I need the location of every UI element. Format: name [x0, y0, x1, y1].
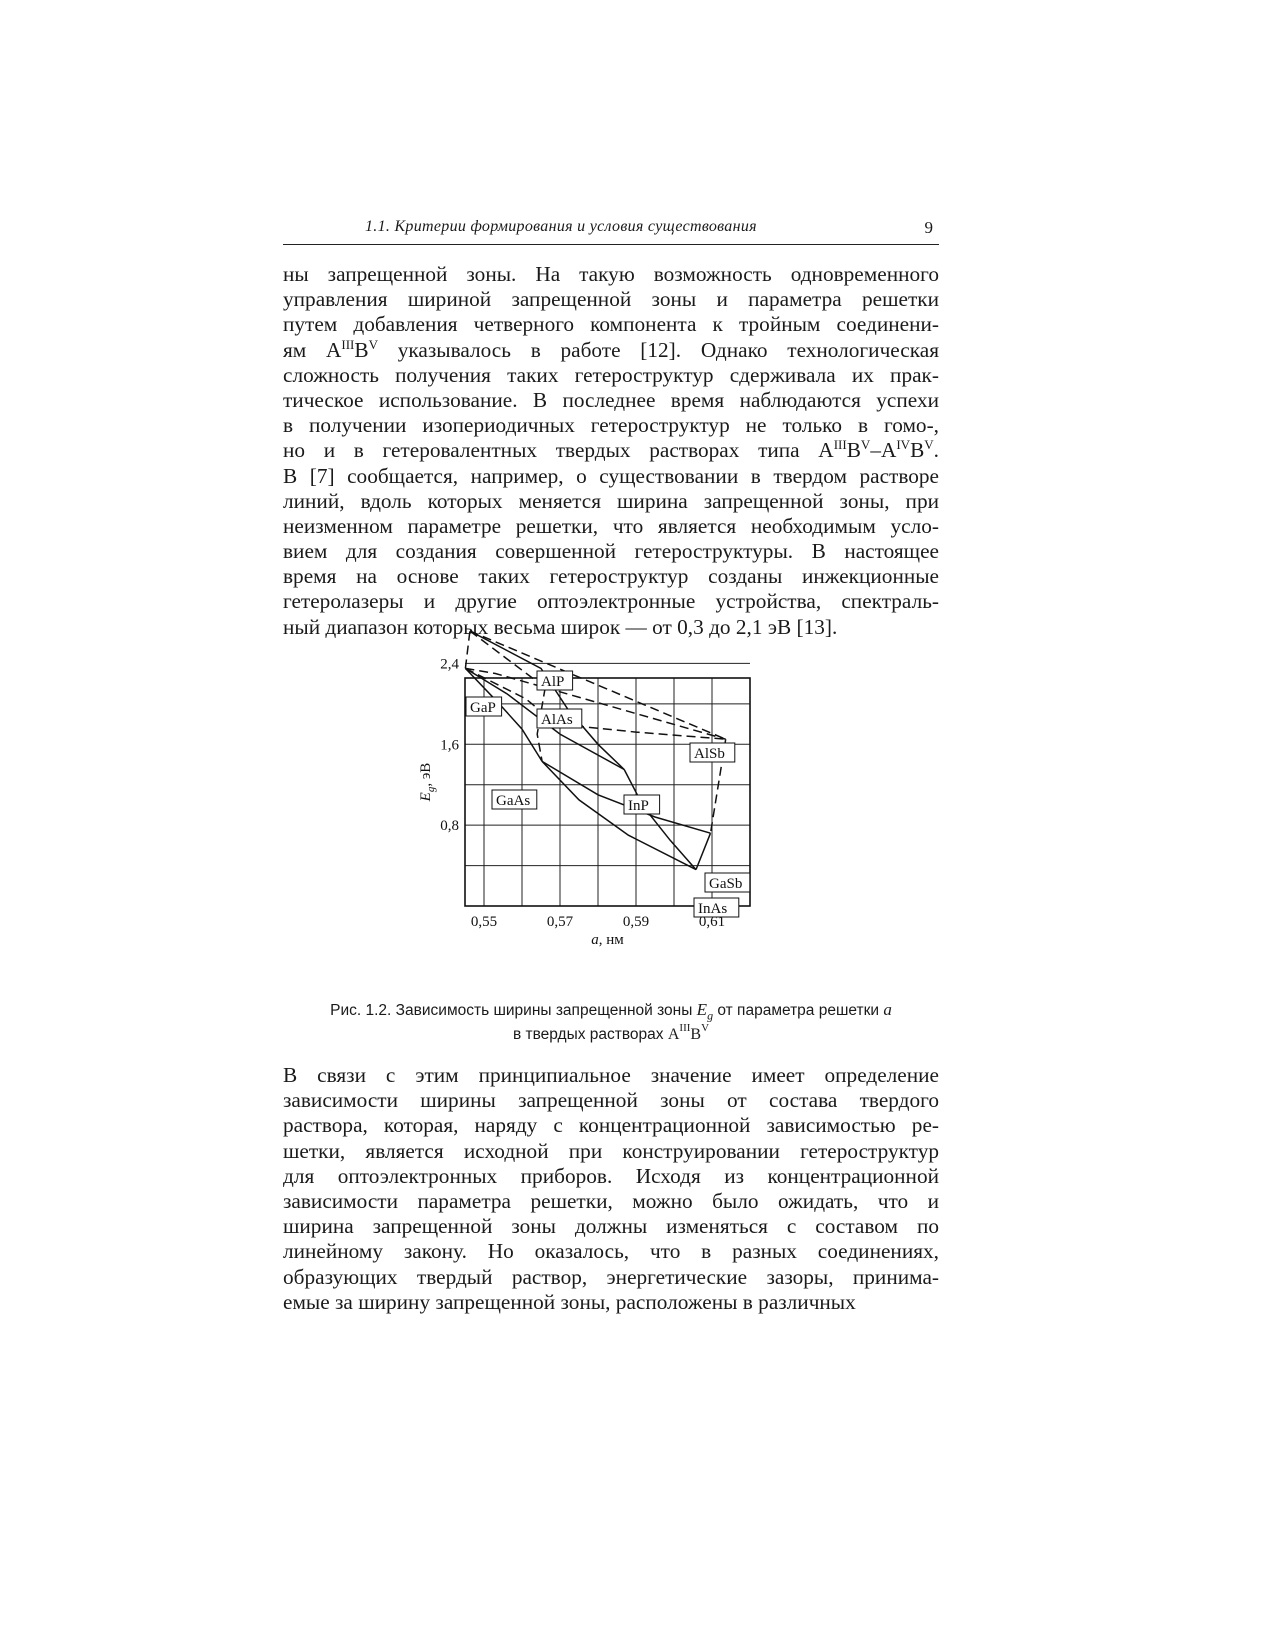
paragraph-2-line: ширина запрещенной зоны должны изменяться с составом по: [283, 1214, 939, 1239]
x-tick-label: 0,57: [546, 914, 574, 930]
y-axis-symbol: E: [418, 792, 434, 802]
paragraph-2-line: линейному закону. Но оказалось, что в разных соединениях,: [283, 1239, 939, 1264]
paragraph-1-line: ный диапазон которых весьма широк — от 0,3 до 2,1 эВ [13].: [283, 614, 838, 639]
caption-eg: [696, 1000, 714, 1023]
caption-line2-text: в твердых растворах: [512, 1026, 664, 1044]
paragraph-1-line: линий, вдоль которых меняется ширина запрещенной зоны, при: [283, 488, 939, 513]
label-alas: AlAs: [541, 712, 573, 728]
x-axis-symbol: a: [591, 932, 599, 948]
y-axis-label: [418, 763, 437, 803]
label-alp: AlP: [541, 674, 565, 690]
paragraph-2-line: В связи с этим принципиальное значение имеет определение: [283, 1063, 939, 1087]
y-tick-label: 1,6: [440, 737, 459, 754]
x-axis-label: [591, 932, 624, 948]
label-gasb: GaSb: [709, 876, 743, 892]
paragraph-1-line: ям $A^{III}B^V$ указывалось в работе [12]. Однако технологическая: [283, 336, 939, 362]
paragraph-2-line: шетки, является исходной при конструировании гетероструктур: [283, 1138, 939, 1163]
caption-middle: от параметра решетки: [717, 1002, 880, 1019]
label-inp: InP: [628, 798, 649, 814]
paragraph-2-line: зависимости параметра решетки, можно было ожидать, что и: [283, 1188, 939, 1213]
caption-a: a: [883, 1000, 892, 1019]
y-axis-sub: g: [425, 786, 437, 793]
label-gaas: GaAs: [496, 793, 531, 809]
y-axis-unit: , эВ: [418, 762, 434, 787]
caption-line-2: [283, 1022, 939, 1045]
series-gasb-inas: [696, 833, 711, 869]
x-tick-label: 0,61: [698, 914, 726, 930]
series-gaas-inas: [542, 761, 696, 869]
x-tick-label: 0,55: [470, 914, 498, 930]
y-tick-label: 0,8: [440, 818, 459, 835]
caption-line-1: [283, 1000, 939, 1025]
caption-formula: [667, 1022, 710, 1044]
x-tick-label: 0,59: [622, 914, 650, 930]
page-number: 9: [924, 218, 933, 237]
label-alsb: AlSb: [694, 746, 725, 762]
paragraph-1-line: сложность получения таких гетероструктур сдерживала их прак-: [283, 362, 939, 387]
caption-formula-sup1: III: [679, 1022, 691, 1035]
paragraph-1-line: но и в гетеровалентных твердых растворах типа $A^{III}B^V-A^{IV}B^V$.: [283, 437, 939, 463]
bandgap-chart: [420, 650, 800, 990]
paragraph-1-line: В [7] сообщается, например, о существовании в твердом растворе: [283, 463, 939, 488]
figure-1-2: [420, 650, 800, 990]
paragraph-2: [283, 1063, 939, 1315]
x-axis-unit: , нм: [598, 932, 624, 948]
caption-prefix: Рис. 1.2. Зависимость ширины запрещенной зоны: [330, 1002, 693, 1019]
label-gap: GaP: [470, 700, 496, 716]
caption-eg-sub: g: [707, 1008, 714, 1023]
paragraph-1-line: неизменном параметре решетки, что является необходимым усло-: [283, 513, 939, 538]
paragraph-1-line: управления шириной запрещенной зоны и параметра решетки: [283, 287, 939, 312]
caption-formula-a: A: [667, 1026, 680, 1044]
paragraph-1-line: вием для создания совершенной гетероструктуры. В настоящее: [283, 539, 939, 564]
running-header: [283, 216, 939, 245]
running-title: 1.1. Критерии формирования и условия существования: [365, 218, 757, 235]
paragraph-1-line: гетеролазеры и другие оптоэлектронные устройства, спектраль-: [283, 589, 939, 614]
paragraph-2-line: зависимости ширины запрещенной зоны от состава твердого: [283, 1088, 939, 1113]
paragraph-2-line: для оптоэлектронных приборов. Исходя из концентрационной: [283, 1163, 939, 1188]
figure-caption: [283, 1000, 939, 1045]
paragraph-1-line: ны запрещенной зоны. На такую возможность одновременного: [283, 262, 939, 286]
paragraph-2-line: емые за ширину запрещенной зоны, расположены в различных: [283, 1289, 856, 1314]
caption-formula-sup2: V: [701, 1022, 710, 1035]
paragraph-2-line: раствора, которая, наряду с концентрационной зависимостью ре-: [283, 1113, 939, 1138]
paragraph-2-line: образующих твердый раствор, энергетические зазоры, принима-: [283, 1264, 939, 1289]
caption-formula-b: B: [690, 1026, 702, 1044]
paragraph-1-line: время на основе таких гетероструктур созданы инжекционные: [283, 564, 939, 589]
paragraph-1-line: путем добавления четверного компонента к тройным соединени-: [283, 312, 939, 337]
label-inas: InAs: [698, 901, 728, 917]
paragraph-1: [283, 262, 939, 640]
y-tick-label: 2,4: [440, 656, 459, 673]
paragraph-1-line: в получении изопериодичных гетероструктур не только в гомо-,: [283, 413, 939, 438]
paragraph-1-line: тическое использование. В последнее время наблюдаются успехи: [283, 387, 939, 412]
caption-eg-symbol: E: [696, 1000, 708, 1019]
